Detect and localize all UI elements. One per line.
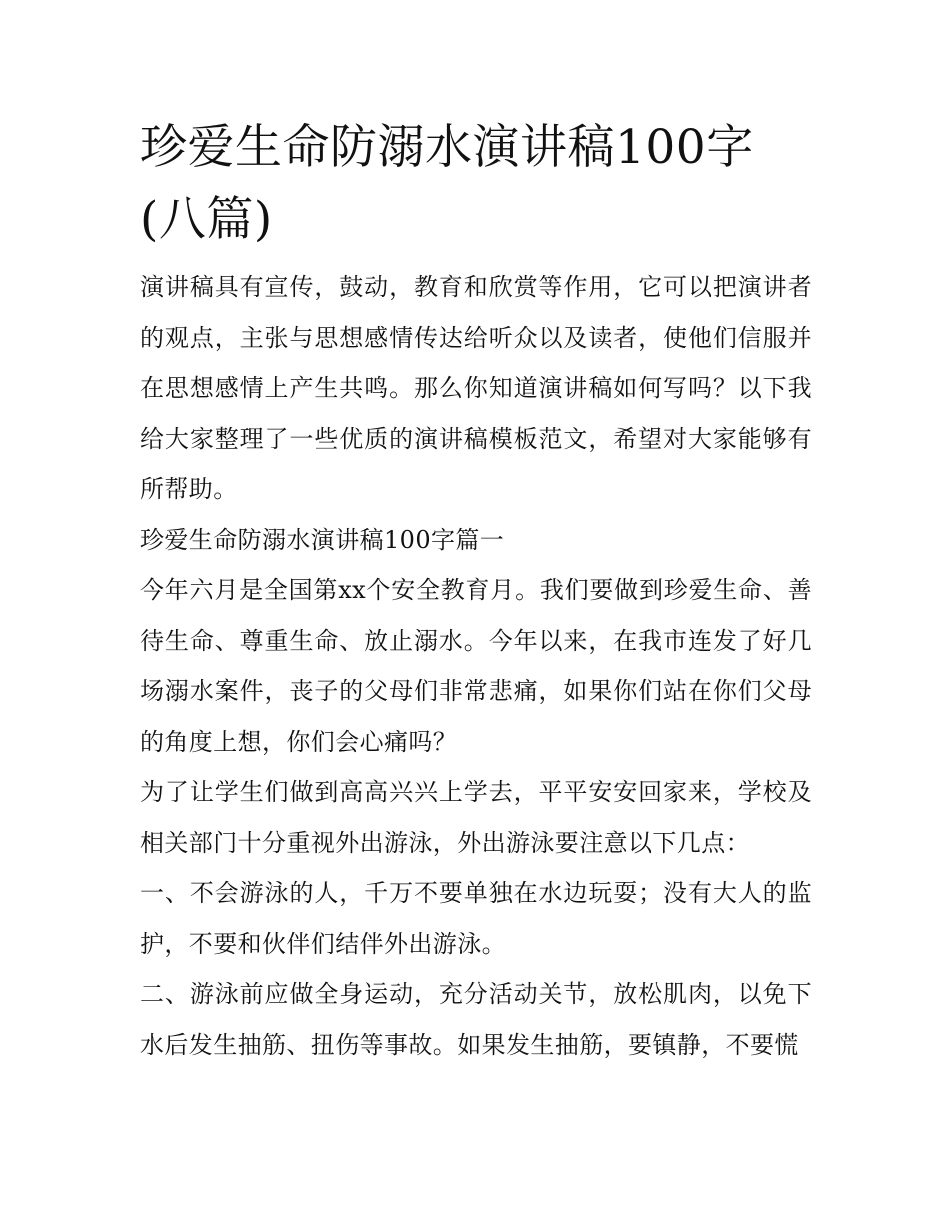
body-paragraph: 二、游泳前应做全身运动，充分活动关节，放松肌肉，以免下水后发生抽筋、扭伤等事故。如果发生抽筋，要镇静，不要慌 — [140, 980, 812, 1059]
document-title: 珍爱生命防溺水演讲稿100字(八篇) — [140, 120, 754, 247]
document-page — [140, 112, 812, 1070]
body-paragraph: 一、不会游泳的人，千万不要单独在水边玩耍；没有大人的监护，不要和伙伴们结伴外出游泳。 — [140, 879, 812, 958]
intro-paragraph: 演讲稿具有宣传，鼓动，教育和欣赏等作用，它可以把演讲者的观点，主张与思想感情传达给听众以及读者，使他们信服并在思想感情上产生共鸣。那么你知道演讲稿如何写吗？以下我给大家整理了一些优质的演讲稿模板范文，希望对大家能够有所帮助。 — [140, 273, 812, 503]
body-paragraph: 为了让学生们做到高高兴兴上学去，平平安安回家来，学校及相关部门十分重视外出游泳，外出游泳要注意以下几点： — [140, 778, 812, 857]
section-heading: 珍爱生命防溺水演讲稿100字篇一 — [140, 525, 505, 554]
body-paragraph: 今年六月是全国第xx个安全教育月。我们要做到珍爱生命、善待生命、尊重生命、放止溺水。今年以来，在我市连发了好几场溺水案件，丧子的父母们非常悲痛，如果你们站在你们父母的角度上想，你们会心痛吗？ — [140, 576, 812, 756]
